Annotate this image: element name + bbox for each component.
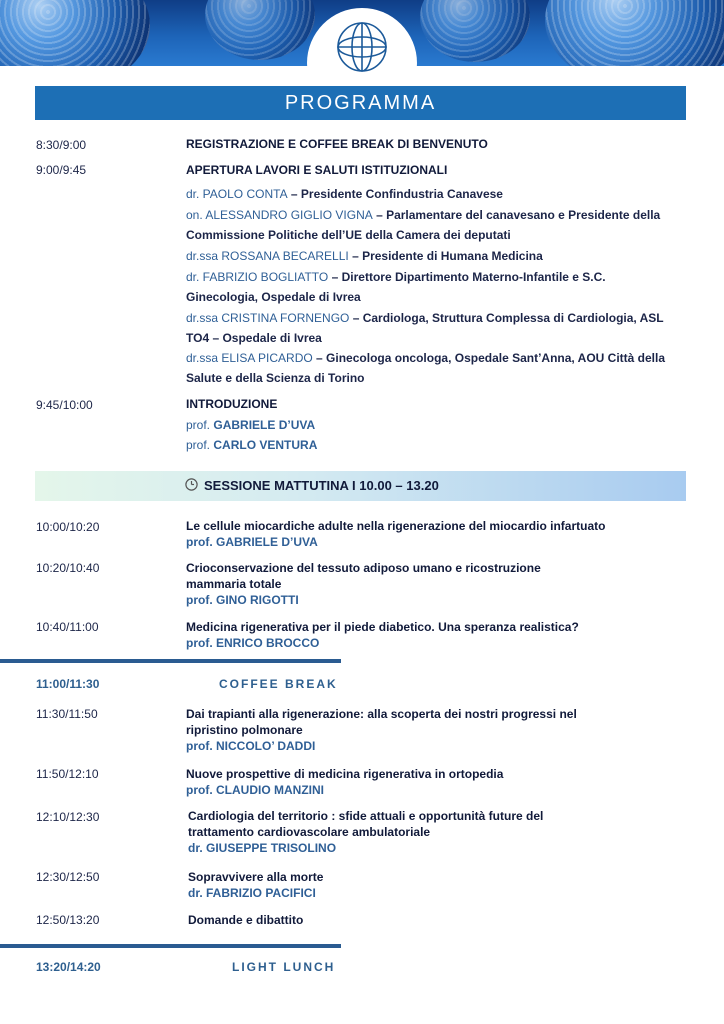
speaker-name: ENRICO BROCCO [216, 636, 320, 650]
speaker-name: NICCOLO’ DADDI [216, 739, 316, 753]
intro-title: INTRODUZIONE [186, 397, 278, 411]
talk-title: Le cellule miocardiche adulte nella rigenerazione del miocardio infartuato [186, 519, 606, 533]
talk-time: 12:30/12:50 [36, 870, 100, 884]
coffee-time: 11:00/11:30 [36, 677, 100, 691]
talk-time: 12:50/13:20 [36, 913, 100, 927]
talk [188, 912, 668, 928]
time-registration: 8:30/9:00 [36, 138, 87, 152]
talk-time: 10:40/11:00 [36, 620, 99, 634]
greeting-desc: – Presidente di Humana Medicina [348, 249, 543, 263]
speaker-prefix: dr. [188, 886, 203, 900]
greeting-name: dr.ssa ELISA PICARDO [186, 351, 313, 365]
speaker-name: CLAUDIO MANZINI [216, 783, 325, 797]
talk-time: 10:20/10:40 [36, 561, 100, 575]
talk-title: Domande e dibattito [188, 913, 304, 927]
cell-image-right [545, 0, 724, 66]
divider-lunch [0, 944, 341, 948]
talk [188, 808, 598, 856]
globe-logo-icon [333, 18, 391, 76]
speaker-prefix: prof. [186, 739, 213, 753]
speaker-name: GIUSEPPE TRISOLINO [206, 841, 337, 855]
talk-title: Cardiologia del territorio : sfide attuali e opportunità future del trattamento cardiovascolare ambulatoriale [188, 809, 544, 839]
coffee-break-label: COFFEE BREAK [219, 677, 338, 691]
greeting-name: dr. PAOLO CONTA [186, 187, 288, 201]
speaker-name: GINO RIGOTTI [216, 593, 299, 607]
greeting-item [186, 246, 676, 266]
talk-title: Sopravvivere alla morte [188, 870, 324, 884]
speaker-name: FABRIZIO PACIFICI [206, 886, 316, 900]
greeting-item [186, 348, 676, 388]
speaker-prefix: prof. [186, 636, 213, 650]
session-label: SESSIONE MATTUTINA I 10.00 – 13.20 [204, 478, 439, 493]
greeting-desc: – Parlamentare del canavesano e Presidente della Commissione Politiche dell’UE della Camera dei deputati [186, 208, 661, 242]
speaker-prefix: prof. [186, 418, 211, 432]
time-opening: 9:00/9:45 [36, 163, 87, 177]
speaker-name: GABRIELE D’UVA [216, 535, 318, 549]
greeting-name: dr.ssa CRISTINA FORNENGO [186, 311, 350, 325]
speaker-prefix: prof. [186, 535, 213, 549]
talk [186, 706, 616, 754]
talk-title: Medicina rigenerativa per il piede diabetico. Una speranza realistica? [186, 620, 579, 634]
lunch-time: 13:20/14:20 [36, 960, 101, 974]
registration-title: REGISTRAZIONE E COFFEE BREAK DI BENVENUTO [186, 137, 488, 151]
greeting-desc: – Presidente Confindustria Canavese [287, 187, 503, 201]
greeting-desc: – Cardiologa, Struttura Complessa di Cardiologia, ASL TO4 – Ospedale di Ivrea [186, 311, 664, 345]
cell-image-left [0, 0, 150, 66]
intro-speaker [186, 435, 676, 455]
speaker-name: CARLO VENTURA [213, 438, 318, 452]
greeting-desc: – Ginecologa oncologa, Ospedale Sant’Anna, AOU Città della Salute e della Scienza di Torino [186, 351, 666, 385]
greeting-item [186, 184, 676, 204]
talk [186, 518, 686, 550]
talk [188, 869, 668, 901]
talk-title: Dai trapianti alla rigenerazione: alla scoperta dei nostri progressi nel ripristino polmonare [186, 707, 577, 737]
speaker-prefix: prof. [186, 593, 213, 607]
talk-title: Nuove prospettive di medicina rigenerativa in ortopedia [186, 767, 504, 781]
talk [186, 766, 666, 798]
talk-time: 11:50/12:10 [36, 767, 99, 781]
greeting-name: dr. FABRIZIO BOGLIATTO [186, 270, 329, 284]
talk [186, 619, 676, 651]
speaker-prefix: dr. [188, 841, 203, 855]
talk-time: 11:30/11:50 [36, 707, 98, 721]
greeting-desc: – Direttore Dipartimento Materno-Infantile e S.C. Ginecologia, Ospedale di Ivrea [186, 270, 606, 304]
opening-title: APERTURA LAVORI E SALUTI ISTITUZIONALI [186, 163, 448, 177]
greeting-name: dr.ssa ROSSANA BECARELLI [186, 249, 349, 263]
divider-coffee [0, 659, 341, 663]
speaker-prefix: prof. [186, 438, 211, 452]
time-intro: 9:45/10:00 [36, 398, 93, 412]
cell-image-center-left [205, 0, 315, 60]
speaker-prefix: prof. [186, 783, 213, 797]
cell-image-center-right [420, 0, 530, 62]
clock-icon [185, 478, 198, 491]
intro-speaker [186, 415, 676, 435]
talk-time: 10:00/10:20 [36, 520, 100, 534]
talk-title: Crioconservazione del tessuto adiposo umano e ricostruzione mammaria totale [186, 561, 541, 591]
greeting-name: on. ALESSANDRO GIGLIO VIGNA [186, 208, 373, 222]
greeting-item [186, 267, 676, 307]
talk [186, 560, 596, 608]
program-title: PROGRAMMA [35, 86, 686, 120]
greeting-item [186, 308, 676, 348]
speaker-name: GABRIELE D’UVA [213, 418, 316, 432]
greeting-item [186, 205, 676, 245]
talk-time: 12:10/12:30 [36, 810, 100, 824]
lunch-label: LIGHT LUNCH [232, 960, 336, 974]
